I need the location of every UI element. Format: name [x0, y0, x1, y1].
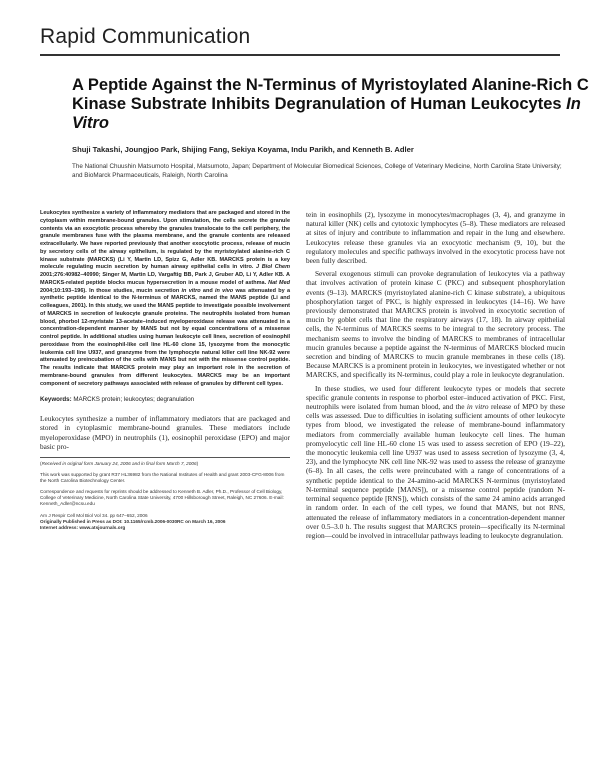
- internet-address: Internet address: www.atsjournals.org: [40, 525, 126, 531]
- affiliation: The National Chuushin Matsumoto Hospital, Matsumoto, Japan; Department of Molecular Biomedical Sciences, College of Veterinary Medicine, North Carolina State University; and BioMarck Pharmaceuticals, Raleigh, North Carolina: [72, 163, 562, 179]
- abstract-in-vitro: in vitro: [181, 287, 201, 294]
- abstract-part-2: 2001;276:40982–40990; Singer M, Martin LD, Vargaftig BB, Park J, Gruber AD, Li Y, Adler KB. A MARCKS-related peptide blocks mucus hypersecretion in a mouse model of asthma.: [40, 272, 290, 286]
- received-dates-text: Received in original form January 24, 2006 and in final form March 7, 2006: [41, 461, 197, 467]
- section-label: Rapid Communication: [40, 25, 251, 48]
- abstract-part-4: and: [200, 287, 215, 294]
- left-column: [40, 210, 290, 531]
- abstract: [40, 210, 290, 388]
- abstract-part-5: was attenuated by a synthetic peptide identical to the N-terminus of MARCKS, named the MANS peptide (Li and colleagues, 2001). In this study, we used the MANS peptide to investigate possible involvement of MARCKS in secretion of leukocyte granule proteins. The neutrophils isolated from human blood, phorbol 12-myristate 13-acetate–induced myeloperoxidase release was attenuated in a concentration-dependent manner by MANS but not by equal concentrations of a missense control peptide. In additional studies using human leukocyte cell lines, secretion of eosinophil peroxidase from the eosinophil-like cell line HL-60 clone 15, lysozyme from the monocytic leukemia cell line U937, and granzyme from the lymphocyte natural killer cell line NK-92 were attenuated by preincubation of the cells with MANS but not with the missense control peptide. The results indicate that MARCKS protein may play an important role in the secretion of membrane-bound granules from different leukocytes. MARCKS may be an important component of secretory pathways associated with release of granules by different cell types.: [40, 287, 291, 387]
- abstract-journal-jbc: J Biol Chem: [256, 264, 290, 271]
- correspondence-note: Correspondence and requests for reprints should be addressed to Kenneth B. Adler, Ph.D., Professor of Cell Biology, College of Veterinary Medicine, North Carolina State University, 4700 Hillsborough Street, Raleigh, NC 27606. E-mail: Kenneth_Adler@ncsu.edu: [40, 489, 284, 507]
- keywords: [40, 396, 290, 404]
- title-main: A Peptide Against the N-Terminus of Myristoylated Alanine-Rich C Kinase Substrate Inhibits Degranulation of Human Leukocytes: [72, 76, 589, 113]
- body-paragraph-2: Several exogenous stimuli can provoke degranulation of leukocytes via a pathway that involves activation of protein kinase C (PKC) and subsequent phosphorylation events (9–13). MARCKS (myristoylated alanine-rich C kinase substrate), a ubiquitous phosphorylation target of PKC, is highly expressed in leukocytes (14–16). We have previously demonstrated that MARCKS protein is involved in exocytotic secretion of mucin by goblet cells that line the respiratory airways (17, 18). In airway epithelial cells, the N-terminus of MARCKS seems to be integral to the secretory process. The mechanism seems to involve the binding of MARCKS to membranes of intracellular mucin granules because a peptide against the N-terminus of MARCKS blocked mucin secretion and binding of MARCKS to mucin granule membranes in these cells (18). Because MARCKS is a prominent protein in leukocytes, we investigated whether or not MARCKS, and specifically its N-terminus, could play a role in leukocyte degranulation.: [306, 269, 565, 380]
- abstract-part-1: Leukocytes synthesize a variety of inflammatory mediators that are packaged and stored in the cytoplasm within membrane-bound granules. Upon stimulation, the cells secrete the granule contents via an exocytotic process whereby the granules translocate to the cell periphery, the granule membranes fuse with the plasma membrane, and the granule contents are released extracellularly. We have reported previously that another exocytotic process, release of mucin by secretory cells of the airway epithelium, is regulated by the myristoylated alanine-rich C kinase substrate (MARCKS) (Li Y, Martin LD, Spizz G, Adler KB. MARCKS protein is a key molecule regulating mucin secretion by human airway epithelial cells in vitro.: [40, 210, 290, 271]
- keywords-text: MARCKS protein; leukocytes; degranulation: [71, 396, 195, 404]
- publication-doi: Originally Published in Press as DOI: 10.1165/rcmb.2006-0030RC on March 16, 2006: [40, 519, 226, 525]
- article-columns: [40, 210, 565, 770]
- title-italic: In Vitro: [72, 95, 581, 132]
- abstract-part-3: 2004;10:193–196). In those studies, mucin secretion: [40, 287, 182, 294]
- header-rule: [40, 54, 560, 56]
- footnote-rule: [40, 457, 290, 458]
- received-dates: (Received in original form January 24, 2006 and in final form March 7, 2006): [40, 461, 199, 467]
- funding-note: This work was supported by grant R37 HL36982 from the National Institutes of Health and grant 2003-CFG-8006 from the North Carolina Biotechnology Center.: [40, 472, 285, 484]
- journal-footer: [40, 513, 290, 531]
- body-in-vitro: in vitro: [466, 402, 489, 412]
- intro-paragraph: Leukocytes synthesize a number of inflammatory mediators that are packaged and stored in cytoplasmic membrane-bound granules. These mediators include myeloperoxidase (MPO) in neutrophils (1), eosinophil peroxidase (EPO) and major basic pro-: [40, 414, 290, 451]
- journal-citation: Am J Respir Cell Mol Biol Vol 34. pp 647–652, 2006: [40, 513, 148, 519]
- abstract-in-vivo: in vivo: [214, 287, 234, 294]
- abstract-journal-natmed: Nat Med: [268, 279, 290, 286]
- body-paragraph-1: tein in eosinophils (2), lysozyme in monocytes/macrophages (3, 4), and granzyme in natural killer (NK) cells and cytotoxic lymphocytes (5–8). These mediators are released at sites of injury and contribute to inflammation and repair in the lung and elsewhere. Leukocytes release these granules via an exocytotic mechanism (9, 10), but the regulatory molecules and specific pathways involved in the exocytotic process have not been fully described.: [306, 210, 565, 266]
- author-list: Shuji Takashi, Joungjoo Park, Shijing Fang, Sekiya Koyama, Indu Parikh, and Kenneth B. Adler: [72, 145, 414, 154]
- right-column: [306, 210, 565, 540]
- keywords-label: Keywords:: [40, 396, 72, 404]
- body-paragraph-3: In these studies, we used four different leukocyte types or models that secrete specific granule contents in response to phorbol ester–induced activation of PKC. First, neutrophils were isolated from human blood, and the in vitro release of MPO by these cells was assessed. Due to difficulties in isolating sufficient amounts of other leukocyte types from blood, we investigated the release of membrane-bound inflammatory mediators from commercially available human leukocyte cell lines. The human promyelocytic cell line HL-60 clone 15 was used to assess secretion of EPO (19–22), the monocytic leukemia cell line U937 was used to assess secretion of lysozyme (3, 4, 23), and the lymphocyte NK cell line NK-92 was used to assess the release of granzyme (6–8). In all cases, the cells were preincubated with a range of concentrations of a synthetic peptide identical to the 24-amino-acid MARCKS N-terminus (myristoylated N-terminal sequence peptide [MANS]), or a missense control peptide (random N-terminal sequence peptide [RNS]), which consists of the same 24 amino acids arranged in random order. In each of the cell types, we found that MANS, but not RNS, attenuated the release of inflammatory mediators in a concentration-dependent manner over 0.5–3.0 h. The results suggest that MARCKS protein—specifically its N-terminal region—could be involved in intracellular pathways leading to leukocyte degranulation.: [306, 383, 566, 540]
- article-title: [72, 76, 592, 133]
